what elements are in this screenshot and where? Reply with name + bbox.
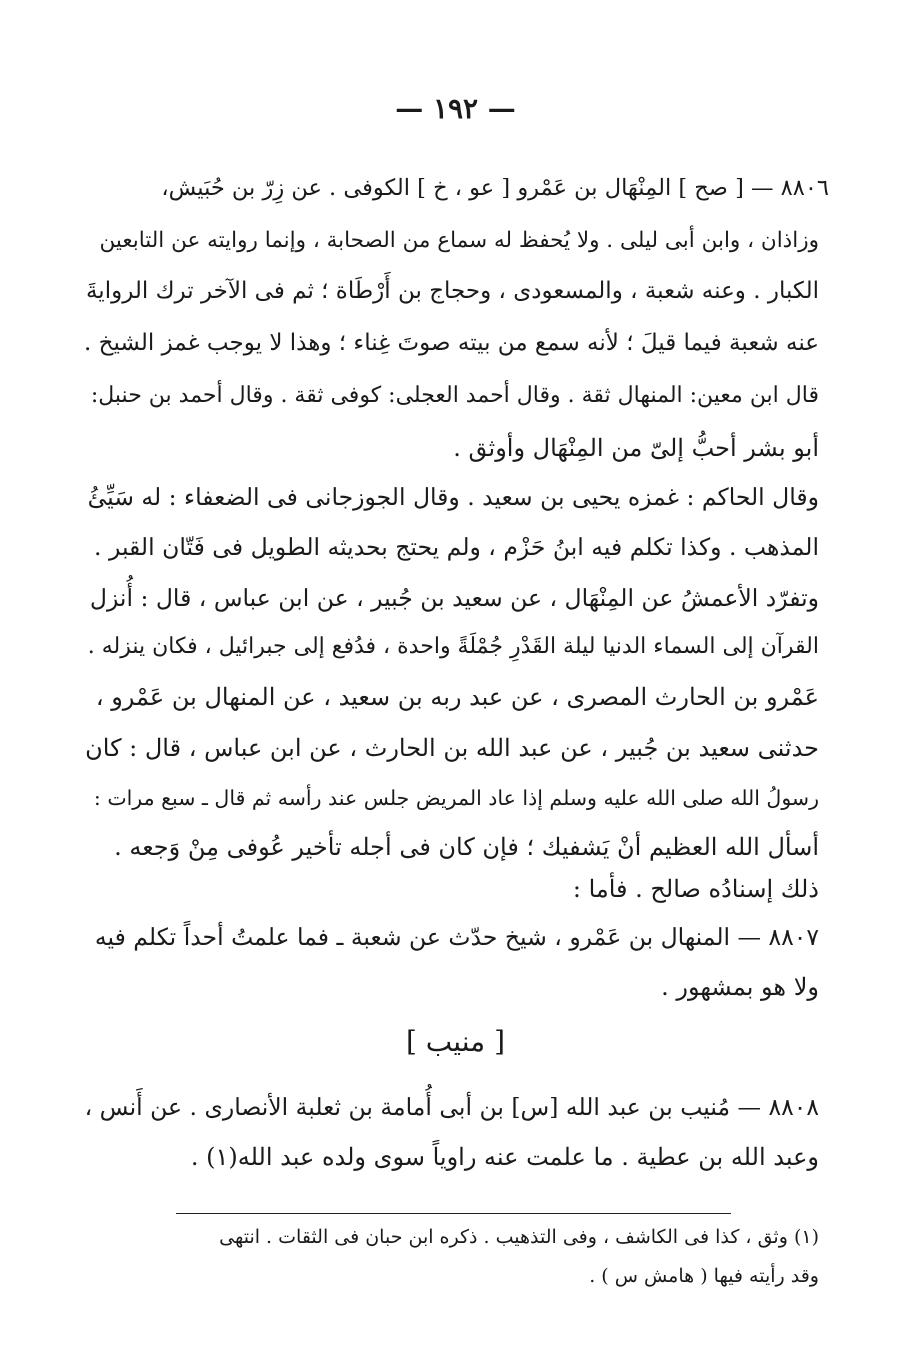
text-line: ولا هو بمشهور . (661, 973, 819, 1001)
text-line: أبو بشر أحبُّ إلىّ من المِنْهَال وأوثق . (453, 434, 819, 462)
text-line: قال ابن معين: المنهال ثقة . وقال أحمد العجلى: كوفى ثقة . وقال أحمد بن حنبل: (90, 383, 819, 408)
text-line: أسأل الله العظيم أنْ يَشفيك ؛ فإن كان فى أجله تأخير عُوفى مِنْ وَجعه . (114, 833, 819, 861)
text-line: عنه شعبة فيما قيلَ ؛ لأنه سمع من بيته صوتَ غِناء ؛ وهذا لا يوجب غمز الشيخ . (83, 330, 819, 356)
text-line: ٨٨٠٦ — [ صح ] المِنْهَال بن عَمْرو [ عو ، خ ] الكوفى . عن زِرّ بن حُبَيش، (161, 175, 829, 201)
text-line: وتفرّد الأعمشُ عن المِنْهَال ، عن سعيد بن جُبير ، عن ابن عباس ، قال : أُنزل (89, 584, 819, 612)
text-line: ٨٨٠٧ — المنهال بن عَمْرو ، شيخ حدّث عن شعبة ـ فما علمتُ أحداً تكلم فيه (94, 923, 819, 951)
text-line: وعبد الله بن عطية . ما علمت عنه راوياً سوى ولده عبد الله(١) . (190, 1143, 819, 1171)
text-line: القرآن إلى السماء الدنيا ليلة القَدْرِ جُمْلَةً واحدة ، فدُفع إلى جبرائيل ، فكان ينزله . (87, 634, 819, 659)
text-line: وزاذان ، وابن أبى ليلى . ولا يُحفظ له سماع من الصحابة ، وإنما روايته عن التابعين (99, 228, 819, 253)
footnote-divider (176, 1213, 731, 1214)
text-line: عَمْرو بن الحارث المصرى ، عن عبد ربه بن سعيد ، عن المنهال بن عَمْرو ، (95, 683, 819, 711)
footnote-line: وقد رأيته فيها ( هامش س ) . (589, 1265, 819, 1287)
section-heading: [ منيب ] (405, 1025, 506, 1058)
footnote-line: (١) وثق ، كذا فى الكاشف ، وفى التذهيب . ذكره ابن حبان فى الثقات . انتهى (219, 1226, 819, 1248)
text-line: حدثنى سعيد بن جُبير ، عن عبد الله بن الحارث ، عن ابن عباس ، قال : كان (85, 734, 819, 762)
text-line: ذلك إسنادُه صالح . فأما : (572, 875, 819, 903)
text-line: رسولُ الله صلى الله عليه وسلم إذا عاد المريض جلس عند رأسه ثم قال ـ سبع مرات : (93, 786, 819, 810)
text-line: ٨٨٠٨ — مُنيب بن عبد الله [س] بن أبى أُمامة بن ثعلبة الأنصارى . عن أَنس ، (84, 1093, 819, 1121)
text-line: الكبار . وعنه شعبة ، والمسعودى ، وحجاج بن أَرْطَاة ؛ ثم فى الآخر ترك الروايةَ (85, 278, 819, 304)
text-line: وقال الحاكم : غمزه يحيى بن سعيد . وقال الجوزجانى فى الضعفاء : له سَيِّئُ (87, 483, 819, 511)
text-line: المذهب . وكذا تكلم فيه ابنُ حَزْم ، ولم يحتج بحديثه الطويل فى فَتّان القبر . (94, 533, 819, 561)
page-number: — ١٩٢ — (395, 92, 516, 125)
